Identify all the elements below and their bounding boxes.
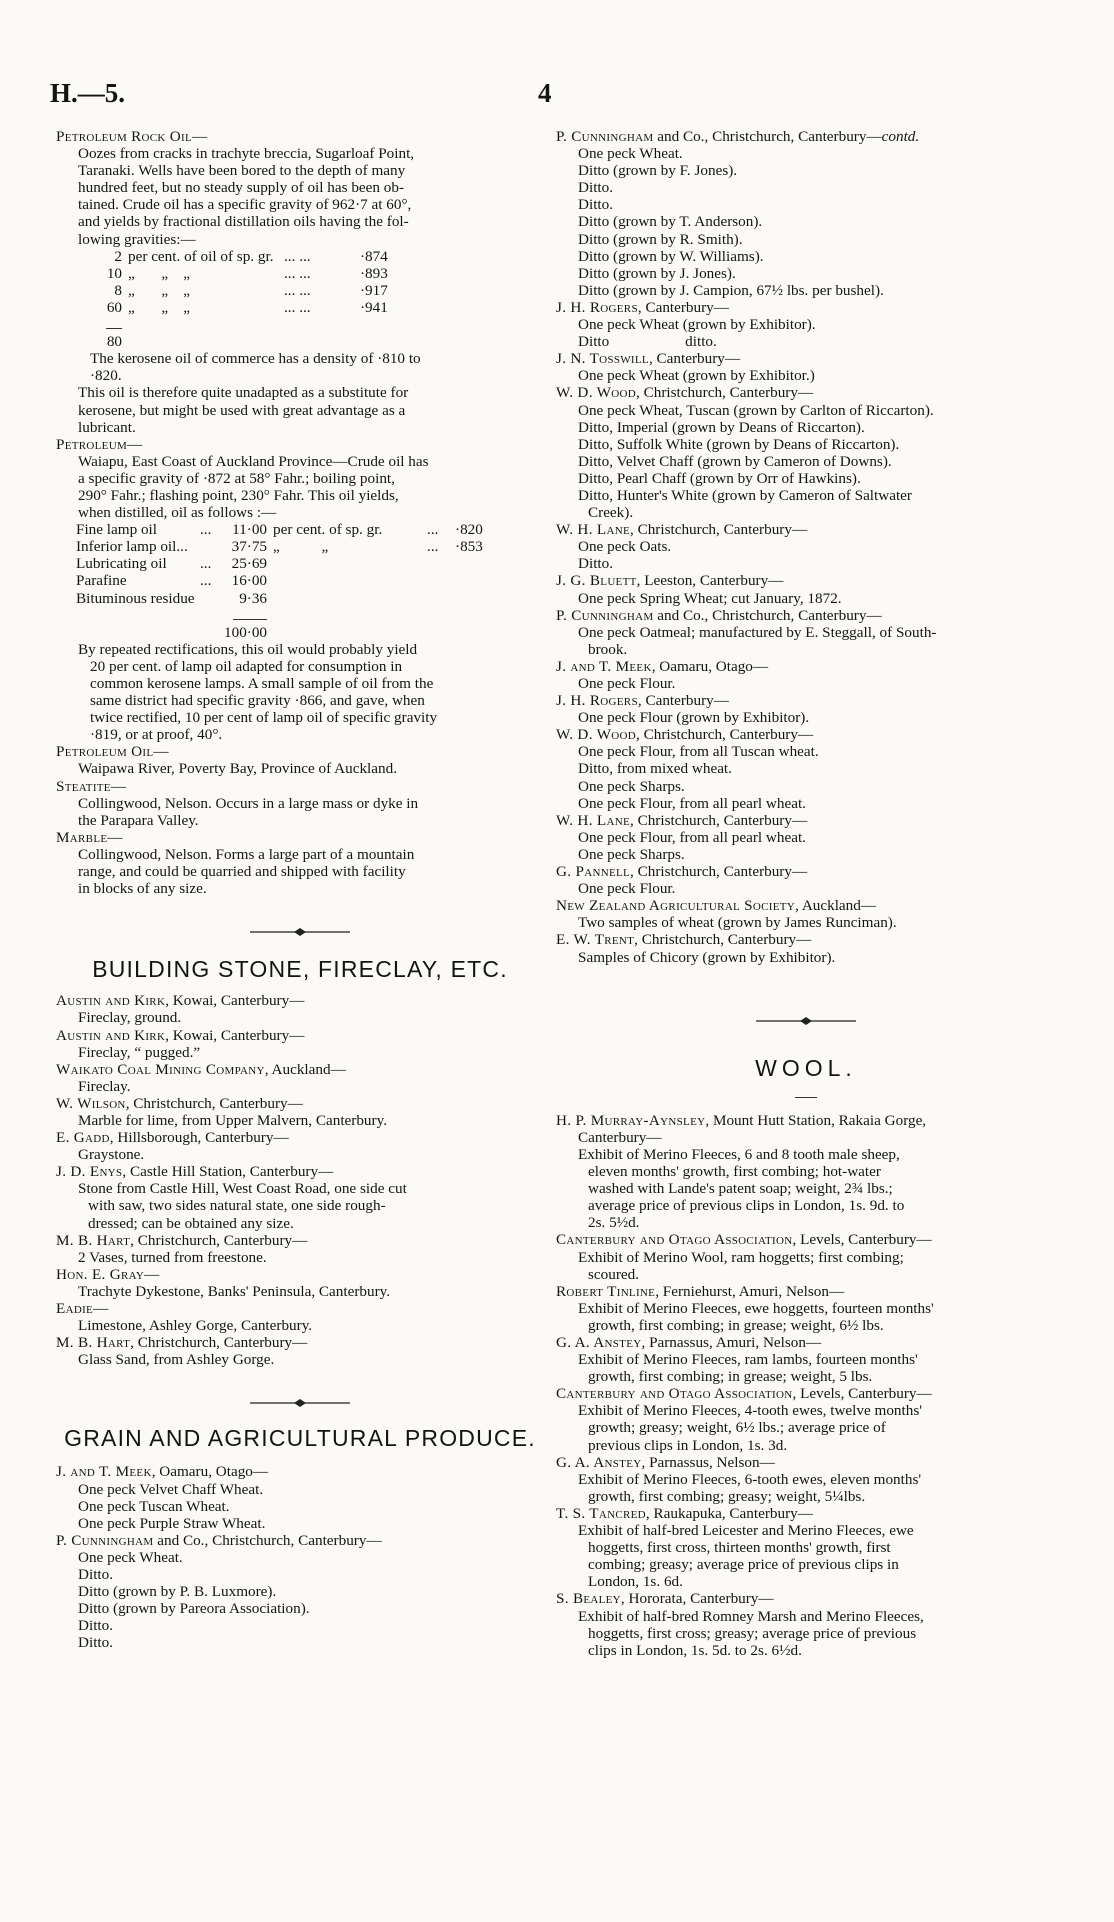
table-row: [76, 624, 489, 641]
exhibitor-place: and Co., Christchurch, Canterbury—: [653, 606, 882, 624]
exhibitor-name: G. A. Anstey: [556, 1453, 642, 1471]
exhibit-line: Fireclay, ground.: [78, 1009, 182, 1027]
exhibitor-place: , Christchurch, Canterbury—: [629, 521, 808, 539]
list-item: [56, 1532, 544, 1652]
exhibit-line: Ditto.: [578, 196, 614, 214]
exhibitor-name: J. and T. Meek: [556, 657, 652, 675]
list-item: [56, 1095, 544, 1129]
exhibit-line: One peck Wheat.: [578, 145, 683, 163]
description: [56, 145, 544, 248]
table-row: [76, 572, 489, 589]
continued-marker: contd.: [881, 128, 920, 145]
exhibit-line: Ditto.: [578, 555, 614, 573]
exhibitor-name: P. Cunningham: [556, 606, 654, 624]
list-item: [556, 384, 1056, 521]
sum-rule: [224, 607, 273, 624]
exhibitor-place: , Kowai, Canterbury—: [165, 1026, 305, 1044]
list-item: [556, 863, 1056, 897]
exhibitor-name: Hon. E. Gray: [56, 1265, 145, 1283]
exhibit-line: dressed; can be obtained any size.: [88, 1214, 294, 1232]
gravity-cell: ·820: [455, 521, 483, 539]
table-row: [76, 555, 489, 572]
table-row: [76, 538, 489, 555]
list-item: [556, 812, 1056, 863]
list-item: [556, 1385, 1056, 1453]
dots-cell: ...: [200, 572, 212, 590]
exhibitor-name: W. D. Wood: [556, 384, 636, 402]
exhibit-line: brook.: [588, 640, 628, 658]
section-divider: [250, 927, 350, 937]
text-line: common kerosene lamps. A small sample of oil from the: [90, 675, 434, 692]
exhibitor-name: W. H. Lane: [556, 811, 630, 829]
text-line: the Parapara Valley.: [78, 811, 199, 829]
exhibitor-place: —: [93, 1300, 109, 1317]
fraction-name: Fine lamp oil: [76, 521, 157, 539]
exhibit-line: One peck Wheat.: [78, 1548, 183, 1566]
exhibitor-place: , Christchurch, Canterbury—: [636, 726, 814, 744]
exhibitor-name: Eadie: [56, 1300, 94, 1317]
text-line: a specific gravity of ·872 at 58° Fahr.; boiling point,: [78, 469, 395, 487]
exhibit-line: One peck Flour, from all Tuscan wheat.: [578, 743, 819, 761]
exhibit-line: Creek).: [588, 504, 634, 522]
text-line: The kerosene oil of commerce has a density of ·810 to: [90, 350, 421, 368]
exhibitor-place: , Leeston, Canterbury—: [636, 572, 784, 590]
section-title: Petroleum Oil—: [56, 743, 169, 761]
list-item: [56, 992, 544, 1026]
label-cell: „ „: [273, 538, 329, 556]
table-row: [100, 282, 394, 299]
exhibitor-name: Canterbury and Otago Association: [556, 1385, 793, 1403]
exhibitor-name: G. A. Anstey: [556, 1334, 642, 1351]
exhibit-line: growth, first combing; greasy; weight, 5¼lbs.: [588, 1487, 866, 1505]
exhibit-line: 2 Vases, turned from freestone.: [78, 1248, 267, 1266]
section-heading-wool: WOOL.: [755, 1054, 857, 1081]
sum-rule: [100, 316, 128, 333]
list-item: [56, 1061, 544, 1095]
page-number: 4: [538, 78, 552, 108]
percent-cell: 25·69: [231, 555, 268, 573]
dots-cell: ...: [427, 521, 439, 539]
exhibit-line: One peck Spring Wheat; cut January, 1872.: [578, 589, 842, 607]
label-cell: „ „ „: [128, 281, 190, 299]
exhibit-line: previous clips in London, 1s. 3d.: [588, 1436, 788, 1454]
section-title: Petroleum Rock Oil—: [56, 128, 208, 145]
list-item: [556, 1283, 1056, 1334]
exhibit-line: One peck Flour, from all pearl wheat.: [578, 828, 806, 846]
dots-cell: ...: [200, 555, 212, 573]
fraction-name: Lubricating oil: [76, 555, 167, 573]
exhibit-line: Ditto, Velvet Chaff (grown by Cameron of Downs).: [578, 452, 892, 470]
table-row: [76, 590, 489, 607]
dots-cell: ... ...: [284, 247, 311, 265]
description: [56, 384, 544, 435]
exhibitor-place: , Christchurch, Canterbury—: [630, 863, 808, 881]
exhibitor-place: , Ferniehurst, Amuri, Nelson—: [655, 1282, 845, 1300]
wool-entries: [556, 1112, 1056, 1659]
section-title: Petroleum—: [56, 435, 143, 453]
building-entries: [56, 992, 544, 1368]
gravity-table: [100, 248, 394, 351]
exhibitor-place: , Parnassus, Amuri, Nelson—: [641, 1334, 822, 1351]
list-item: [556, 897, 1056, 931]
gravity-cell: ·917: [360, 281, 388, 299]
exhibit-line: scoured.: [588, 1265, 640, 1283]
exhibit-line: Ditto (grown by T. Anderson).: [578, 213, 763, 231]
grain-continued-entries: [556, 128, 1056, 966]
list-item: [56, 1334, 544, 1368]
list-item: [556, 931, 1056, 965]
exhibit-line: Ditto, Imperial (grown by Deans of Riccarton).: [578, 418, 865, 436]
exhibitor-place: , Christchurch, Canterbury—: [125, 1094, 303, 1112]
exhibit-line: Exhibit of Merino Fleeces, ewe hoggetts, fourteen months': [578, 1299, 934, 1317]
exhibit-line: One peck Tuscan Wheat.: [78, 1497, 230, 1515]
total-cell: 80: [106, 333, 122, 351]
list-item: [556, 1590, 1056, 1658]
dots-cell: ...: [200, 521, 212, 539]
text-line: ·820.: [90, 367, 122, 385]
exhibit-line: hoggetts, first cross; greasy; average price of previous: [588, 1624, 917, 1642]
exhibit-line: One peck Sharps.: [578, 845, 685, 863]
fraction-name: Bituminous residue: [76, 589, 195, 607]
list-item: [556, 1505, 1056, 1590]
exhibitor-place: , Parnassus, Nelson—: [641, 1453, 775, 1471]
text-line: hundred feet, but no steady supply of oil has been ob-: [78, 179, 405, 197]
dots-cell: ...: [427, 538, 439, 556]
exhibitor-name: P. Cunningham: [556, 128, 654, 145]
exhibit-line: Exhibit of Merino Fleeces, ram lambs, fourteen months': [578, 1351, 918, 1369]
exhibitor-place: , Canterbury—: [648, 350, 741, 368]
exhibitor-name: J. and T. Meek: [56, 1463, 152, 1481]
exhibit-line: Ditto (grown by Pareora Association).: [78, 1600, 310, 1618]
exhibitor-place: and Co., Christchurch, Canterbury—: [153, 1531, 382, 1549]
fraction-name: Parafine: [76, 572, 127, 590]
text-line: lubricant.: [78, 418, 136, 436]
exhibit-line: Exhibit of half-bred Leicester and Merino Fleeces, ewe: [578, 1522, 914, 1540]
exhibitor-name: J. H. Rogers: [556, 298, 638, 316]
label-cell: per cent. of oil of sp. gr.: [128, 247, 274, 265]
exhibitor-place: , Christchurch, Canterbury—: [634, 931, 812, 949]
exhibit-line: Two samples of wheat (grown by James Runciman).: [578, 914, 897, 932]
exhibitor-name: J. D. Enys: [56, 1163, 123, 1181]
exhibit-line: One peck Flour.: [578, 675, 676, 692]
fraction-name: Inferior lamp oil...: [76, 538, 188, 556]
exhibit-line: Exhibit of Merino Wool, ram hoggetts; first combing;: [578, 1248, 904, 1266]
exhibitor-name: Waikato Coal Mining Company: [56, 1060, 265, 1078]
exhibit-line: Ditto, Pearl Chaff (grown by Orr of Hawkins).: [578, 469, 861, 487]
text-line: range, and could be quarried and shipped with facility: [78, 863, 406, 881]
exhibit-line: Ditto, Hunter's White (grown by Cameron of Saltwater: [578, 486, 912, 504]
exhibitor-place: , Castle Hill Station, Canterbury—: [122, 1163, 334, 1181]
text-line: By repeated rectifications, this oil would probably yield: [78, 640, 418, 658]
exhibit-line: 2s. 5½d.: [588, 1214, 640, 1232]
label-cell: „ „ „: [128, 264, 190, 282]
exhibit-line: Graystone.: [78, 1146, 145, 1164]
exhibit-line: Samples of Chicory (grown by Exhibitor).: [578, 948, 836, 966]
description: Waipawa River, Poverty Bay, Province of Auckland.: [78, 760, 397, 778]
list-item: [556, 726, 1056, 811]
exhibit-line: One peck Purple Straw Wheat.: [78, 1514, 266, 1532]
list-item: [556, 572, 1056, 606]
percent-cell: 37·75: [231, 538, 268, 556]
percent-cell: 16·00: [231, 572, 268, 590]
exhibit-line: One peck Wheat (grown by Exhibitor).: [578, 316, 816, 334]
exhibitor-place: , Oamaru, Otago—: [651, 657, 769, 675]
percent-cell: 9·36: [239, 589, 268, 607]
exhibitor-name: W. H. Lane: [556, 521, 630, 539]
percent-cell: 11·00: [232, 521, 268, 539]
exhibit-line: Glass Sand, from Ashley Gorge.: [78, 1351, 275, 1369]
exhibitor-name: Austin and Kirk: [56, 1026, 166, 1044]
table-row: [100, 248, 394, 265]
exhibitor-place: , Kowai, Canterbury—: [165, 992, 305, 1010]
exhibitor-place: , Levels, Canterbury—: [792, 1385, 932, 1403]
exhibitor-place: , Canterbury—: [637, 298, 729, 316]
exhibitor-name: M. B. Hart: [56, 1334, 131, 1352]
list-item: [556, 1334, 1056, 1385]
text-line: lowing gravities:—: [78, 230, 196, 248]
exhibit-line: Ditto (grown by P. B. Luxmore).: [78, 1583, 277, 1601]
description: [56, 641, 544, 744]
exhibit-line: One peck Flour, from all pearl wheat.: [578, 794, 806, 812]
exhibit-line: growth, first combing; in grease; weight, 6½ lbs.: [588, 1316, 884, 1334]
list-item: [556, 692, 1056, 726]
text-line: Collingwood, Nelson. Occurs in a large mass or dyke in: [78, 794, 419, 812]
exhibit-line: Ditto.: [78, 1617, 114, 1635]
list-item: [56, 1300, 544, 1334]
section-title: Marble—: [56, 828, 123, 846]
label-cell: per cent. of sp. gr.: [273, 521, 383, 539]
exhibit-line: One peck Oatmeal; manufactured by E. Steggall, of South-: [578, 623, 937, 641]
exhibitor-place: , Raukapuka, Canterbury—: [645, 1504, 813, 1522]
exhibitor-place: , Levels, Canterbury—: [792, 1231, 932, 1249]
description: [56, 795, 544, 829]
percent-cell: 60: [106, 298, 122, 316]
exhibitor-name: P. Cunningham: [56, 1531, 154, 1549]
exhibit-line: combing; greasy; average price of previous clips in: [588, 1556, 899, 1574]
exhibitor-place: , Hillsborough, Canterbury—: [109, 1129, 289, 1147]
exhibitor-place: Canterbury—: [578, 1128, 662, 1146]
exhibit-line: washed with Lande's patent soap; weight, 2¾ lbs.;: [588, 1180, 893, 1198]
steatite-section: [56, 778, 544, 829]
petroleum-section: [56, 436, 544, 744]
exhibit-line: Ditto.: [78, 1634, 114, 1652]
exhibit-line: Limestone, Ashley Gorge, Canterbury.: [78, 1317, 313, 1335]
percent-cell: 2: [114, 247, 122, 265]
text-line: kerosene, but might be used with great advantage as a: [78, 401, 406, 419]
marble-section: [56, 829, 544, 897]
exhibitor-place: , Mount Hutt Station, Rakaia Gorge,: [705, 1111, 927, 1129]
exhibitor-name: H. P. Murray-Aynsley: [556, 1111, 706, 1129]
list-item: [56, 1129, 544, 1163]
exhibit-line: One peck Wheat, Tuscan (grown by Carlton of Riccarton).: [578, 401, 934, 419]
text-line: twice rectified, 10 per cent of lamp oil of specific gravity: [90, 709, 438, 727]
description: [56, 350, 544, 384]
exhibitor-name: J. H. Rogers: [556, 692, 638, 710]
exhibit-line: Ditto.: [578, 179, 614, 197]
section-divider: [756, 1016, 856, 1026]
section-divider: [250, 1398, 350, 1408]
exhibit-line: growth, first combing; in grease; weight, 5 lbs.: [588, 1368, 873, 1386]
text-line: This oil is therefore quite unadapted as a substitute for: [78, 384, 409, 402]
text-line: when distilled, oil as follows :—: [78, 504, 277, 522]
exhibitor-place: —: [144, 1265, 160, 1283]
list-item: [556, 350, 1056, 384]
exhibitor-name: W. Wilson: [56, 1094, 126, 1112]
exhibit-line: Ditto.: [78, 1566, 114, 1584]
dots-cell: ... ...: [284, 281, 311, 299]
exhibitor-place: , Christchurch, Canterbury—: [130, 1231, 308, 1249]
exhibitor-name: S. Bealey: [556, 1590, 621, 1608]
table-row: [100, 333, 394, 350]
right-column: [556, 128, 1056, 1659]
exhibit-line: with saw, two sides natural state, one side rough-: [88, 1197, 386, 1215]
list-item: [56, 1163, 544, 1231]
list-item: [556, 1454, 1056, 1505]
exhibitor-name: G. Pannell: [556, 863, 630, 881]
exhibit-line: Exhibit of Merino Fleeces, 6 and 8 tooth male sheep,: [578, 1145, 900, 1163]
exhibitor-place: , Canterbury—: [637, 692, 729, 710]
text-line: Collingwood, Nelson. Forms a large part of a mountain: [78, 845, 415, 863]
exhibit-line: One peck Sharps.: [578, 777, 685, 795]
text-line: 20 per cent. of lamp oil adapted for consumption in: [90, 657, 403, 675]
list-item: [56, 1232, 544, 1266]
exhibit-line: Exhibit of Merino Fleeces, 4-tooth ewes, twelve months': [578, 1402, 922, 1420]
exhibit-line: Ditto (grown by W. Williams).: [578, 247, 764, 265]
exhibit-line: Ditto ditto.: [578, 333, 717, 351]
exhibitor-place: , Auckland—: [264, 1060, 346, 1078]
heading-rule: [556, 1085, 1056, 1102]
exhibit-line: Fireclay, “ pugged.”: [78, 1043, 201, 1061]
exhibitor-name: Austin and Kirk: [56, 992, 166, 1010]
exhibit-line: One peck Wheat (grown by Exhibitor.): [578, 367, 815, 385]
text-line: Oozes from cracks in trachyte breccia, Sugarloaf Point,: [78, 145, 415, 163]
exhibit-line: Ditto (grown by R. Smith).: [578, 230, 743, 248]
list-item: [556, 658, 1056, 692]
exhibitor-name: J. N. Tosswill: [556, 350, 649, 368]
gravity-cell: ·893: [360, 264, 388, 282]
exhibitor-place: , Christchurch, Canterbury—: [130, 1334, 308, 1352]
label-cell: „ „ „: [128, 298, 190, 316]
exhibitor-place: , Auckland—: [795, 897, 877, 915]
exhibitor-name: Robert Tinline: [556, 1282, 656, 1300]
exhibit-line: One peck Oats.: [578, 538, 672, 556]
gravity-cell: ·853: [455, 538, 483, 556]
gravity-cell: ·874: [360, 247, 388, 265]
distillation-table: [76, 521, 489, 641]
table-row: [100, 265, 394, 282]
exhibit-line: clips in London, 1s. 5d. to 2s. 6½d.: [588, 1641, 802, 1659]
report-code: H.—5.: [50, 78, 126, 108]
text-line: Taranaki. Wells have been bored to the depth of many: [78, 162, 406, 180]
exhibitor-name: W. D. Wood: [556, 726, 636, 744]
exhibit-line: hoggetts, first cross, thirteen months' growth, first: [588, 1539, 891, 1557]
exhibit-line: London, 1s. 6d.: [588, 1573, 683, 1591]
exhibit-line: One peck Flour.: [578, 880, 676, 898]
text-line: in blocks of any size.: [78, 880, 207, 898]
exhibit-line: One peck Velvet Chaff Wheat.: [78, 1480, 264, 1498]
exhibitor-name: Canterbury and Otago Association: [556, 1231, 793, 1249]
exhibit-line: Marble for lime, from Upper Malvern, Canterbury.: [78, 1111, 387, 1129]
exhibit-line: Fireclay.: [78, 1077, 131, 1095]
exhibit-line: Ditto (grown by J. Campion, 67½ lbs. per bushel).: [578, 281, 884, 299]
exhibit-line: Ditto (grown by F. Jones).: [578, 162, 738, 180]
text-line: tained. Crude oil has a specific gravity of 962·7 at 60°,: [78, 196, 412, 214]
list-item: [556, 299, 1056, 350]
exhibitor-name: New Zealand Agricultural Society: [556, 897, 796, 915]
exhibit-line: Trachyte Dykestone, Banks' Peninsula, Canterbury.: [78, 1282, 391, 1300]
exhibit-line: Ditto, Suffolk White (grown by Deans of Riccarton).: [578, 435, 900, 453]
exhibitor-place: , Oamaru, Otago—: [151, 1463, 269, 1481]
list-item: [556, 1231, 1056, 1282]
exhibitor-place: , Christchurch, Canterbury—: [636, 384, 814, 402]
dots-cell: ... ...: [284, 264, 311, 282]
table-row: [100, 299, 394, 316]
total-cell: 100·00: [224, 623, 268, 641]
dots-cell: ... ...: [284, 298, 311, 316]
exhibit-line: Ditto, from mixed wheat.: [578, 760, 732, 778]
text-line: Waiapu, East Coast of Auckland Province—Crude oil has: [78, 452, 429, 470]
page-header: [0, 78, 1114, 118]
list-item: [556, 521, 1056, 572]
list-item: [56, 1027, 544, 1061]
exhibit-line: growth; greasy; weight, 6½ lbs.; average price of: [588, 1419, 886, 1437]
exhibitor-name: T. S. Tancred: [556, 1504, 646, 1522]
section-title: Steatite—: [56, 777, 127, 795]
exhibitor-name: M. B. Hart: [56, 1231, 131, 1249]
exhibitor-name: J. G. Bluett: [556, 572, 637, 590]
exhibit-line: Ditto (grown by J. Jones).: [578, 264, 736, 282]
description: [56, 846, 544, 897]
exhibitor-place: , Hororata, Canterbury—: [620, 1590, 774, 1608]
exhibit-line: Stone from Castle Hill, West Coast Road, one side cut: [78, 1180, 407, 1198]
list-item: [556, 607, 1056, 658]
percent-cell: 8: [114, 281, 122, 299]
petroleum-rock-oil-section: [56, 128, 544, 436]
section-heading-grain: GRAIN AND AGRICULTURAL PRODUCE.: [64, 1425, 536, 1452]
grain-entries: [56, 1463, 544, 1651]
table-row: [76, 521, 489, 538]
text-line: ·819, or at proof, 40°.: [90, 726, 223, 744]
list-item: [56, 1266, 544, 1300]
exhibitor-name: E. Gadd: [56, 1129, 110, 1147]
exhibit-line: Exhibit of half-bred Romney Marsh and Merino Fleeces,: [578, 1607, 924, 1625]
gravity-cell: ·941: [360, 298, 388, 316]
text-line: 290° Fahr.; flashing point, 230° Fahr. This oil yields,: [78, 486, 399, 504]
exhibitor-place: , Christchurch, Canterbury—: [629, 811, 808, 829]
petroleum-oil-section: [56, 743, 544, 777]
exhibit-line: average price of previous clips in London, 1s. 9d. to: [588, 1197, 905, 1215]
left-column: [56, 128, 544, 1652]
list-item: [556, 1112, 1056, 1232]
text-line: and yields by fractional distillation oils having the fol-: [78, 213, 409, 231]
text-line: same district had specific gravity ·866, and gave, when: [90, 692, 425, 710]
exhibit-line: eleven months' growth, first combing; hot-water: [588, 1163, 881, 1181]
table-row: [76, 607, 489, 624]
exhibitor-place: and Co., Christchurch, Canterbury—: [653, 128, 882, 145]
exhibitor-name: E. W. Trent: [556, 931, 635, 949]
exhibit-line: Exhibit of Merino Fleeces, 6-tooth ewes, eleven months': [578, 1470, 922, 1488]
description: [56, 453, 544, 521]
percent-cell: 10: [106, 264, 122, 282]
exhibit-line: One peck Flour (grown by Exhibitor).: [578, 709, 810, 727]
list-item: [56, 1463, 544, 1531]
table-row: [100, 316, 394, 333]
section-heading-building-stone: BUILDING STONE, FIRECLAY, ETC.: [92, 956, 508, 983]
list-item: [556, 128, 1056, 299]
